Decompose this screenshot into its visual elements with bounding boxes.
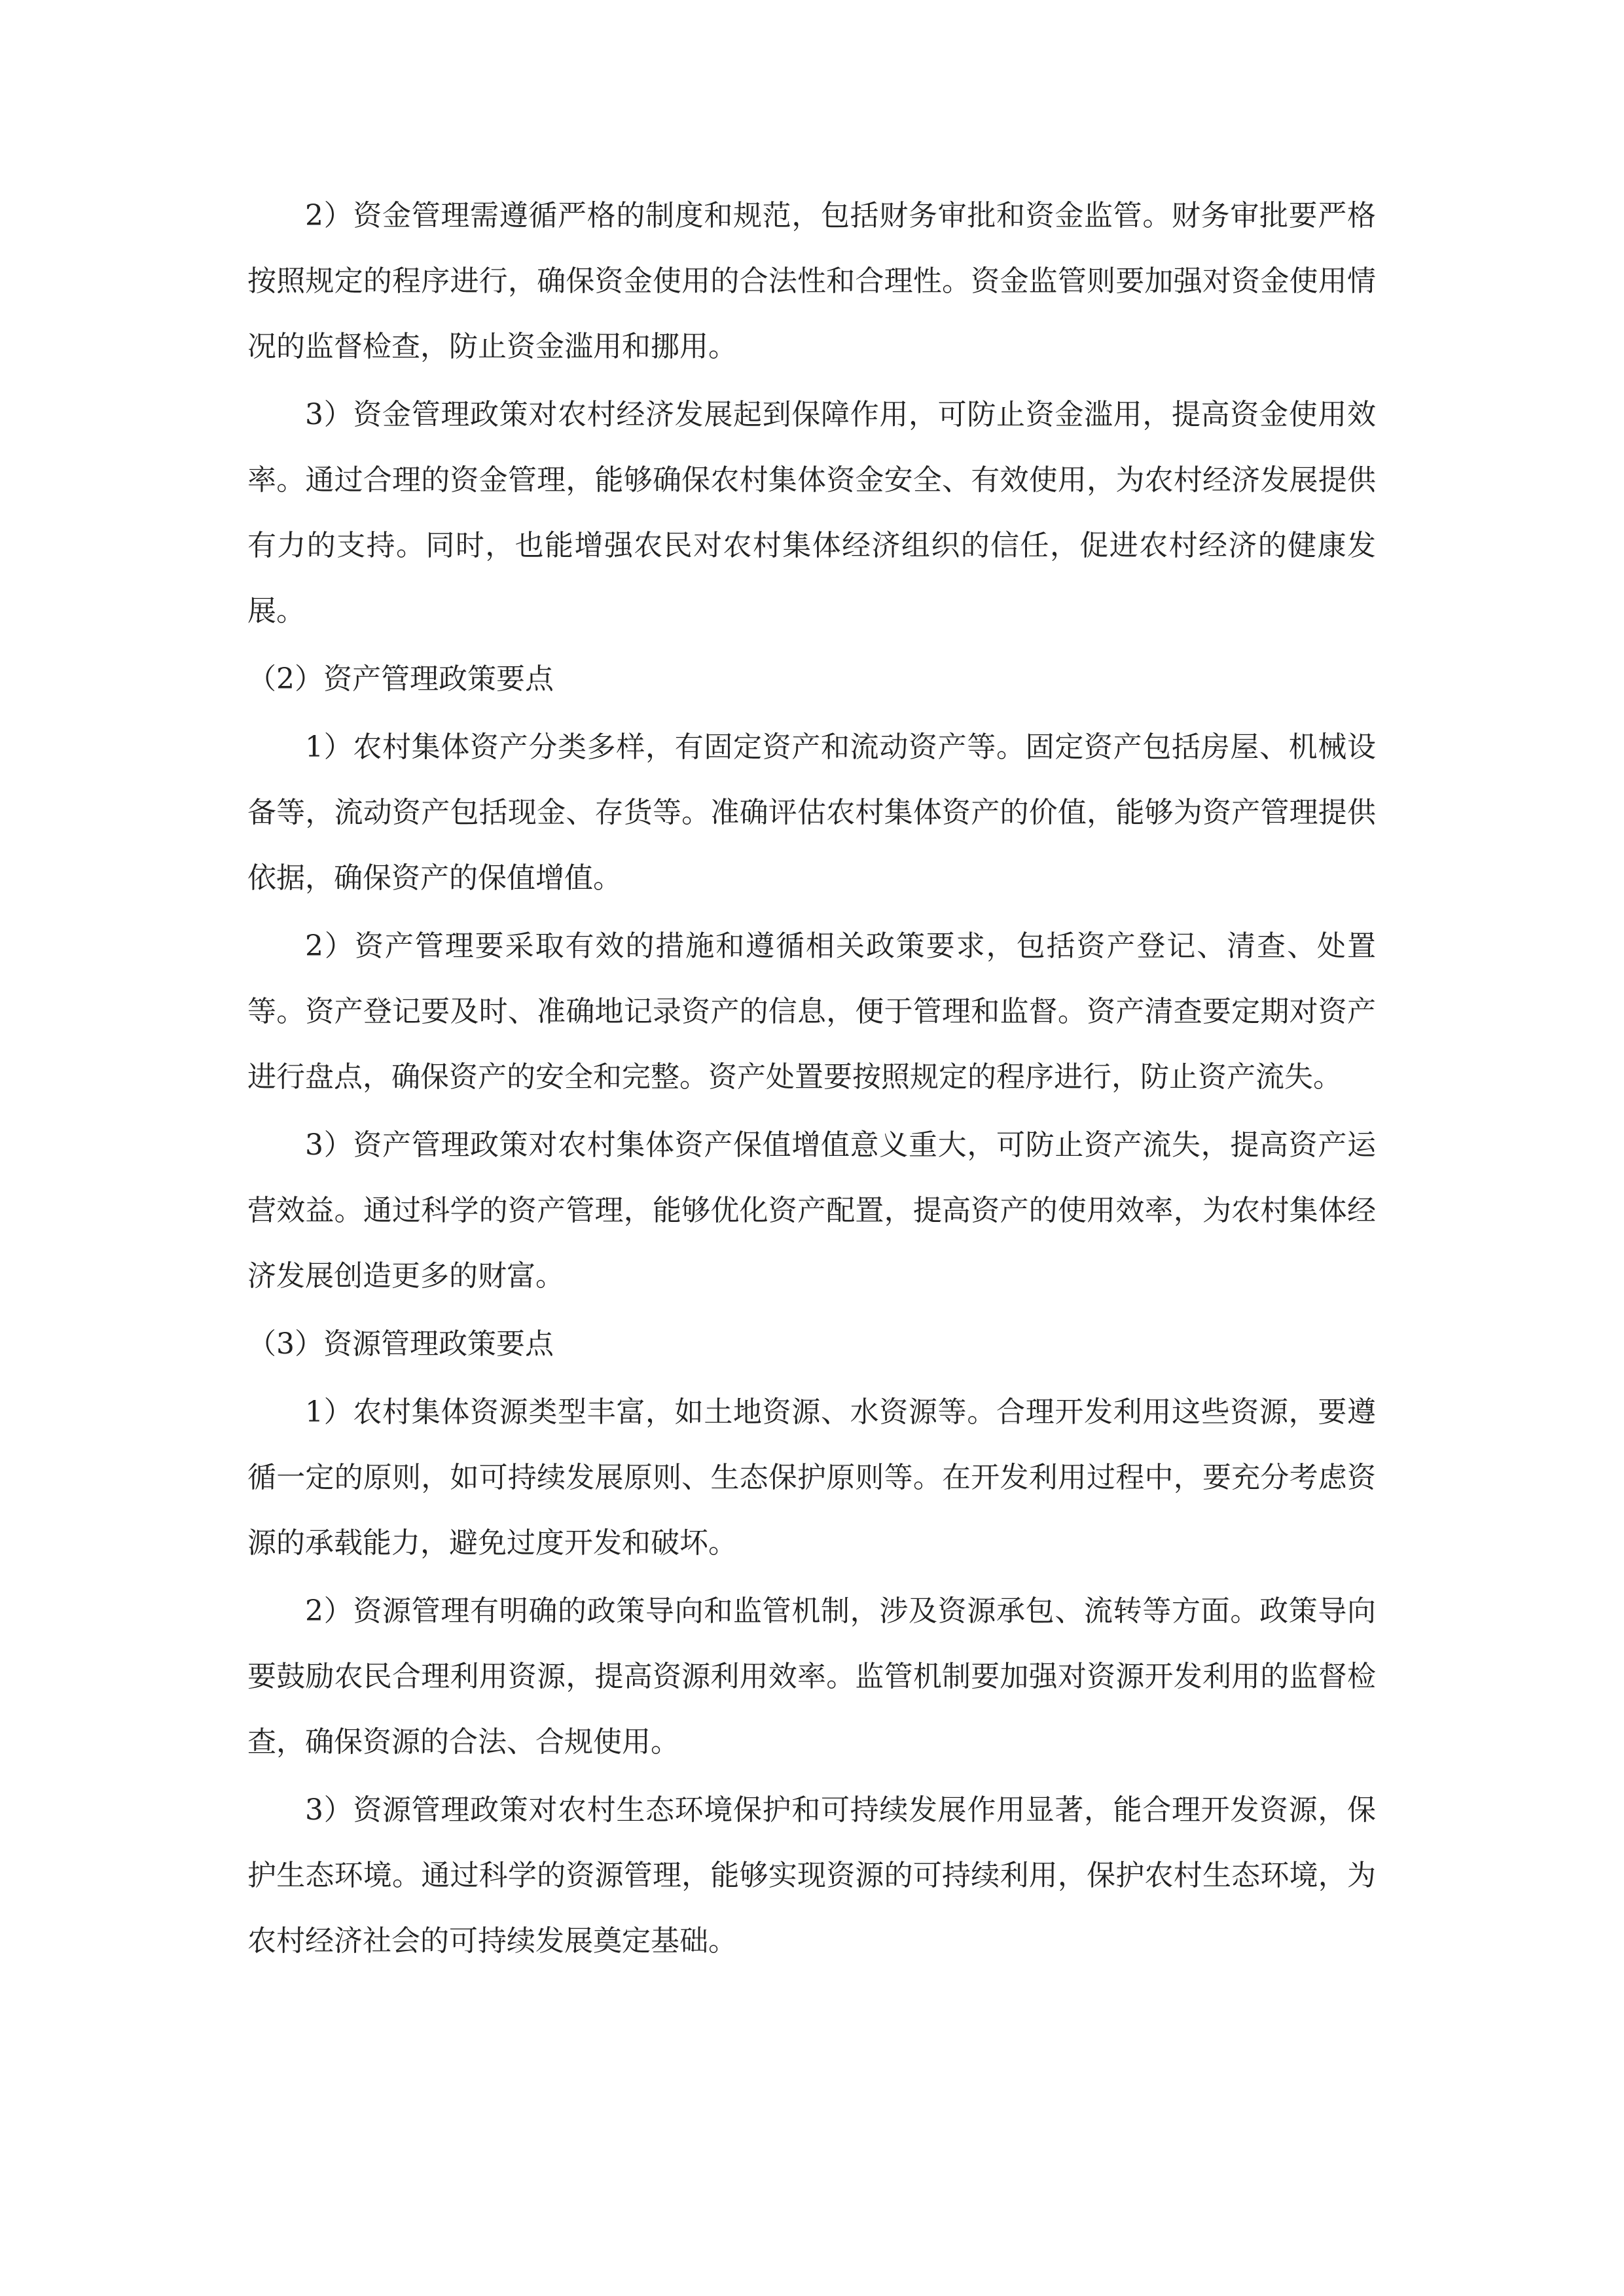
section-heading-resource-management: （3）资源管理政策要点	[247, 1327, 554, 1361]
paragraph-resources-2: 2）资源管理有明确的政策导向和监管机制，涉及资源承包、流转等方面。政策导向要鼓励农民合理利用资源，提高资源利用效率。监管机制要加强对资源开发利用的监督检查，确保资源的合法、合规使用。	[247, 1594, 1376, 1759]
section-heading-asset-management: （2）资产管理政策要点	[247, 662, 554, 696]
paragraph-assets-1: 1）农村集体资产分类多样，有固定资产和流动资产等。固定资产包括房屋、机械设备等，流动资产包括现金、存货等。准确评估农村集体资产的价值，能够为资产管理提供依据，确保资产的保值增值。	[247, 730, 1376, 895]
paragraph-assets-3: 3）资产管理政策对农村集体资产保值增值意义重大，可防止资产流失，提高资产运营效益。通过科学的资产管理，能够优化资产配置，提高资产的使用效率，为农村集体经济发展创造更多的财富。	[247, 1128, 1376, 1293]
paragraph-resources-1: 1）农村集体资源类型丰富，如土地资源、水资源等。合理开发利用这些资源，要遵循一定的原则，如可持续发展原则、生态保护原则等。在开发利用过程中，要充分考虑资源的承载能力，避免过度开发和破坏。	[247, 1395, 1376, 1560]
paragraph-resources-3: 3）资源管理政策对农村生态环境保护和可持续发展作用显著，能合理开发资源，保护生态环境。通过科学的资源管理，能够实现资源的可持续利用，保护农村生态环境，为农村经济社会的可持续发展奠定基础。	[247, 1793, 1376, 1958]
paragraph-funds-2: 2）资金管理需遵循严格的制度和规范，包括财务审批和资金监管。财务审批要严格按照规定的程序进行，确保资金使用的合法性和合理性。资金监管则要加强对资金使用情况的监督检查，防止资金滥用和挪用。	[247, 199, 1376, 363]
paragraph-funds-3: 3）资金管理政策对农村经济发展起到保障作用，可防止资金滥用，提高资金使用效率。通过合理的资金管理，能够确保农村集体资金安全、有效使用，为农村经济发展提供有力的支持。同时，也能增强农民对农村集体经济组织的信任，促进农村经济的健康发展。	[247, 398, 1376, 628]
paragraph-assets-2: 2）资产管理要采取有效的措施和遵循相关政策要求，包括资产登记、清查、处置等。资产登记要及时、准确地记录资产的信息，便于管理和监督。资产清查要定期对资产进行盘点，确保资产的安全和完整。资产处置要按照规定的程序进行，防止资产流失。	[247, 929, 1376, 1094]
document-body	[247, 183, 1376, 1977]
